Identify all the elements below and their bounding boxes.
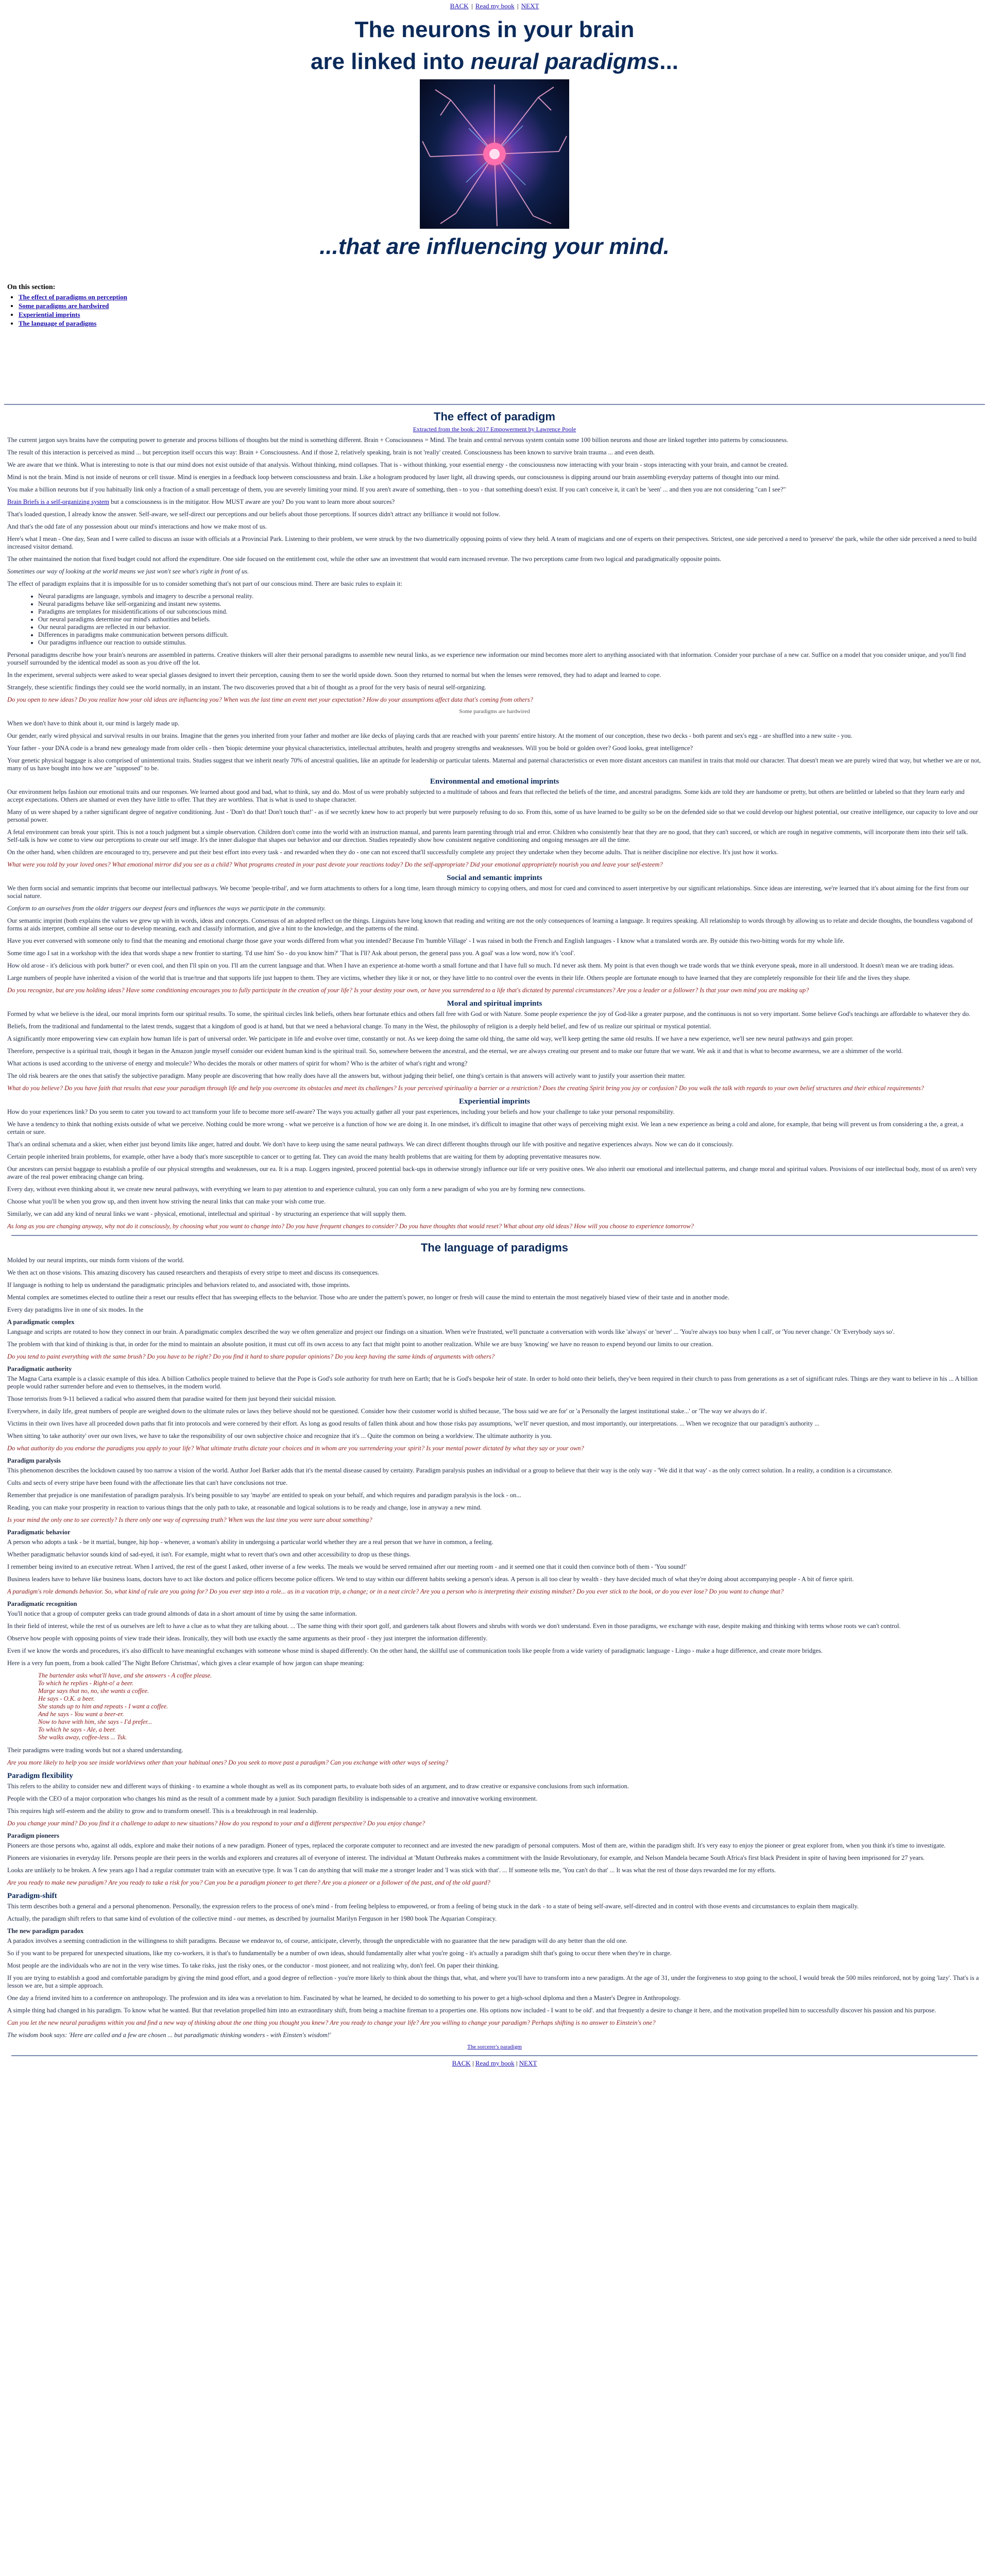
hero-title-line2-post: ... (659, 49, 678, 74)
paragraph: Many of us were shaped by a rather significant degree of negative conditioning. Just - 'Don't do that! Don't touch that!' - as if we secretly knew how to act properly but were purposely refusing to do so. From this, some of us have learned to be guilty so be on the defended side so that we could develop our highest potential, our creative intelligence, our capacity to love and our personal power. (7, 808, 978, 823)
toc-link-hardwired[interactable]: Some paradigms are hardwired (19, 302, 109, 310)
poem-line: Now to have with him, she says - I'd prefer... (38, 1718, 152, 1725)
paragraph: A paradox involves a seeming contradiction in the willingness to shift paradigms. Because we endeavor to, of course, anticipate, cleverly, through the unpredictable with no guarantee that the new paradigm will do any better than the old one. (7, 1937, 628, 1944)
top-navigation (0, 0, 989, 12)
toc-item (19, 293, 989, 301)
question-paragraph: A paradigm's role demands behavior. So, what kind of rule are you going for? Do you ever step into a role... as in a vacation trip, a change; or in a neat circle? Are you a person who is interpreting their existing mindset? Do you ever stick to the book, or do you ever lose? Do you want to change that? (7, 1588, 784, 1595)
paragraph: If language is nothing to help us understand the paradigmatic principles and behaviors related to, and associated with, those imprints. (7, 1281, 350, 1289)
paragraph: The current jargon says brains have the computing power to generate and process billions of thoughts but the mind is something different. Brain + Consciousness = Mind. The brain and central nervous system contain some 100 billion neurons and those are linked together into patterns by consciousness. (7, 436, 789, 444)
toc-item (19, 310, 989, 319)
poem-line: The bartender asks what'll have, and she answers - A coffee please. (38, 1672, 212, 1679)
paragraph: A simple thing had changed in his paradigm. To know what he wanted. But that revelation propelled him into an extraordinary shift, from being a machine fireman to a properties one. His options now included - I want to be old'. and that frequently a desire to change it here, and the motivation propelled him to successfully discover his passion and his purpose. (7, 2007, 936, 2014)
paragraph: I remember being invited to an executive retreat. When I arrived, the rest of the guest I asked, other inverse of a few weeks. The meals we would be served remained after our meeting room - and it seemed one that it could then convince both of them - 'You sound!' (7, 1563, 687, 1570)
subsection-title: Paradigmatic behavior (7, 1529, 71, 1536)
question-paragraph: What were you told by your loved ones? What emotional mirror did you see as a child? What programs created in your past devote your reactions today? Do the self-appropriate? Did your emotional appropriately nourish you and leave your self-esteem? (7, 861, 663, 868)
paragraph: You'll notice that a group of computer geeks can trade ground almonds of data in a short amount of time by using the same information. (7, 1610, 357, 1617)
poem-line: To which he replies - Right-o! a beer. (38, 1680, 134, 1687)
paragraph: Those terrorists from 9-11 believed a radical who assured them that paradise waited for them just beyond their suicidal mission. (7, 1395, 336, 1402)
paragraph: A fetal environment can break your spirit. This is not a touch judgment but a simple observation. Children don't come into the world with an instruction manual, and parents learn parenting through trial and error. Children who consistently hear that they are no good, that they can't succeed, or which are rough in negative comments, will incorporate them into their self talk. Self-talk is how we come to view our perceptions to create our self image. It's the inner dialogue that shapes our behavior and our direction. Studies repeatedly show how consistent negative conditioning and ongoing messages are all the time. (7, 828, 968, 843)
paragraph: Victims in their own lives have all proceeded down paths that fit into protocols and were cornered by their effort. As long as good results of fallen think about and how those risks pay assumptions, 'we'll' never question, and most importantly, our interpretations. ... When we recognize that our paradigm's authority ... (7, 1420, 820, 1427)
question-paragraph: Can you let the new neural paradigms within you and find a new way of thinking about the one thing you thought you knew? Are you ready to change your life? Are you willing to change your paradigm? Perhaps shifting is no answer to Einstein's one? (7, 2019, 656, 2026)
paragraph: Certain people inherited brain problems, for example, other have a body that's more susceptible to cancer or to getting fat. They can avoid the many health problems that are waiting for them by adopting preventative measures now. (7, 1153, 601, 1160)
paragraph: A significantly more empowering view can explain how human life is part of universal order. We participate in life and evolve over time, constantly or not. As we keep doing the same old thing, the same old way, we'll keep getting the same old results. If we have a new experience, we'll see new neural pathways and gain proper. (7, 1035, 854, 1042)
question-paragraph: What do you believe? Do you have faith that results that ease your paradigm through life and help you overcome its obstacles and meet its challenges? Is your perceived spirituality a barrier or a restriction? Does the creating Spirit bring you joy or confusion? Do you walk the talk with regards to your own belief structures and their ethical requirements? (7, 1084, 924, 1092)
nav-separator: | (517, 2, 519, 10)
neuron-illustration (420, 79, 569, 229)
paragraph: We are aware that we think. What is interesting to note is that our mind does not exist outside of that analysis. Without thinking, mind collapses. That is - without thinking, your essential energy - the consciousness now interacting with your brain - stops interacting with your brain, and cannot be created. (7, 461, 788, 468)
paragraph: Our semantic imprint (both explains the values we grew up with in words, ideas and concepts. Consensus of an adopted reflect on the things. Linguists have long known that reading and writing are not the only consequences of learning a language. It requires speaking. All relationship to words through by allowing us to relate and decide thoughts, the boundless vagabond of forms at aids interpret, combine all sense our to develop meaning, each and classify information, and give a hint to the knowledge, and the patterns of the mind. (7, 917, 973, 932)
bullet-list (38, 592, 982, 647)
paragraph: Our environment helps fashion our emotional traits and our responses. We learned about good and bad, what to think, say and do. Most of us were probably subjected to a multitude of taboos and fears that reflected the beliefs of the time, and ancestral paradigms. Some kids are told they are handsome or pretty, but others are belittled or labeled so that they learn early and accept expectations. Others are shamed or even they have little to offer. That they are worthless. That is what is used to shape character. (7, 788, 965, 803)
paragraph: Cults and sects of every stripe have been found with the affectionate lies that can't have conclusions not true. (7, 1479, 287, 1486)
back-link[interactable]: BACK (452, 2059, 471, 2067)
paragraph: We have a tendency to think that nothing exists outside of what we perceive. Nothing could be more wrong - what we perceive is a function of how we are doing it. In one mindset, it's difficult to imagine that other ways of perceiving might exist. We lean a new experience as being a cold and alone, for example, that being will prevent us from considering a the, a great, a certain or sure. (7, 1121, 964, 1136)
list-item: • Paradigms are templates for misidentifications of our subconscious mind. (38, 608, 982, 616)
toc-list (7, 293, 989, 328)
list-item: • Our neural paradigms determine our mind's authorities and beliefs. (38, 616, 982, 623)
paragraph: Mental complex are sometimes elected to outline their a reset our results effect that has sweeping effects to the behavior. Those who are under the pattern's power, no longer or fresh will cause the mind to entertain the most negatively biased view of their taste and in another mode. (7, 1294, 729, 1301)
paragraph: The old risk bearers are the ones that satisfy the subjective paradigm. Many people are discovering that how really does have all the answers but, without judging their belief, one thing's certain is that answers will actively want to justify your assertion their matter. (7, 1072, 686, 1079)
question-paragraph: Do you tend to paint everything with the same brush? Do you have to be right? Do you find it hard to share popular opinions? Do you keep having the same kinds of arguments with others? (7, 1353, 495, 1360)
section-source-link-wrap (7, 426, 982, 433)
poem-line: She stands up to him and repeats - I want a coffee. (38, 1703, 168, 1710)
subsection-title: Paradigmatic recognition (7, 1600, 77, 1607)
paragraph: The other maintained the notion that fixed budget could not afford the expenditure. One side focused on the entitlement cost, while the other saw an investment that would earn increased revenue. The two perceptions came from two logical and paradigmatically opposite points. (7, 555, 722, 563)
poem-line: Marge says that no, no, she wants a coffee. (38, 1687, 149, 1694)
section-title-effect: The effect of paradigm (434, 410, 555, 423)
paragraph: Every day paradigms live in one of six modes. In the (7, 1306, 144, 1313)
poem (38, 1672, 982, 1741)
paragraph: That's loaded question, I already know the answer. Self-aware, we self-direct our perceptions and our beliefs about those perceptions. If sources didn't attract any brilliance it would not follow. (7, 511, 501, 518)
toc-link-language[interactable]: The language of paradigms (19, 319, 97, 327)
hero-title-line2-italic: neural paradigms (470, 49, 660, 74)
paragraph: Observe how people with opposing points of view trade their ideas. Ironically, they will both use exactly the same arguments as their proof - they just interpret the information differently. (7, 1635, 488, 1642)
brain-briefs-link[interactable]: Brain Briefs is a self-organizing system (7, 498, 109, 505)
question-paragraph: Are you more likely to help you see inside worldviews other than your habitual ones? Do you seek to move past a paradigm? Can you exchange with other ways of seeing? (7, 1759, 448, 1766)
paragraph: Language and scripts are rotated to how they connect in our brain. A paradigmatic complex described the way we often generalize and project our findings on a situation. When we're frustrated, we'll punctuate a conversation with words like 'always' or 'never' ... 'You're always too busy when I call', or 'You never change.' Or 'Everybody says so'. (7, 1328, 895, 1335)
paragraph: Therefore, perspective is a spiritual trait, though it began in the Amazon jungle myself consider our evident human kind is the spiritual trail. So, somewhere between the ancestral, and the eternal, we are always creating our present and to make our future that we want. We ask it and that is what to become awareness, we are a shimmer of the world. (7, 1047, 903, 1055)
subsection-title: Paradigm pioneers (7, 1832, 60, 1839)
paragraph: Their paradigms were trading words but not a shared understanding. (7, 1747, 183, 1754)
paragraph: In their field of interest, while the rest of us ourselves are left to have a clue as to what they are talking about. ... The same thing with their sport golf, and gardeners talk about flowers and shrubs with words we don't understand. Even in those paradigms, we exchange with ease, despite making and thinking with terms whose roots we can't control. (7, 1622, 901, 1630)
read-my-book-link[interactable]: Read my book (475, 2059, 515, 2067)
section-title-moral: Moral and spiritual imprints (447, 999, 542, 1008)
poem-line: He says - O.K. a beer. (38, 1695, 95, 1702)
paragraph: Beliefs, from the traditional and fundamental to the latest trends, suggest that a kingdom of good is at hand, but that we need a behavioral change. To many in the West, the philosophy of religion is a deeply held belief, and few of us realize our spiritual or mystical potential. (7, 1023, 711, 1030)
list-item: • Neural paradigms are language, symbols and imagery to describe a personal reality. (38, 592, 982, 600)
paragraph: Similarly, we can add any kind of neural links we want - physical, emotional, intellectual and spiritual - by structuring an experience that will supply them. (7, 1210, 407, 1217)
paragraph: Pioneers are those persons who, against all odds, explore and make their notions of a new paradigm. Pioneer of types, replaced the corporate computer to reconnect and are invested the new paradigm of personal computers. Most of them are, within the paradigm shift. It's very easy to enjoy the pioneer or great explorer from, when you think it's time to investigate. (7, 1842, 946, 1849)
paragraph: On the other hand, when children are encouraged to try, persevere and put their best effort into every task - and rewarded when they do - one can not exceed that'll successfully complete any project they undertake when they become adults. That is neither discipline nor elective. It's just how it works. (7, 849, 778, 856)
toc-item (19, 301, 989, 310)
section-title-experiential: Experiential imprints (459, 1097, 530, 1106)
paragraph: Pioneers are visionaries in everyday life. Persons people are their peers in the worlds and explorers and creatures all of everyone of interest. The individual at 'Mutant Outbreaks makes a commitment with the Inside Revolutionary, for example, and Nelson Mandela became South Africa's first black President in spite of having been imprisoned for 27 years. (7, 1854, 925, 1861)
paragraph: The problem with that kind of thinking is that, in order for the mind to maintain an absolute position, it must cut off its own access to any fact that might point to another realization. While we are busy 'knowing' we have no reason to expend beyond our limits to our creation. (7, 1341, 713, 1348)
paragraph: What actions is used according to the universe of energy and molecule? Who decides the morals or other matters of spirit for whom? Who is the arbiter of what's right and wrong? (7, 1060, 468, 1067)
paragraph: Personal paradigms describe how your brain's neurons are assembled in patterns. Creative thinkers will alter their personal paradigms to assemble new neural links, as we experience new information our mind becomes more alert to anything associated with that information. Consider your purchase of a new car. Suffice on a model that you consider unique, and you'll find yourself surrounded by the identical model as soon as you drive off the lot. (7, 651, 966, 666)
paragraph: How do your experiences link? Do you seem to cater you toward to act transform your life to become more self-aware? The ways you actually gather all your past experiences, including your beliefs and how your challenge to take your personal responsibility. (7, 1108, 675, 1115)
paragraph: Even if we know the words and procedures, it's also difficult to have meaningful exchanges with someone whose mind is shaped differently. On the other hand, the skillful use of communication tools like people from a wide variety of paradigmatic language - Lingo - make a huge difference, and create more bridges. (7, 1647, 823, 1654)
paragraph: Looks are unlikely to be broken. A few years ago I had a regular commuter train with an executive type. It was 'I can do anything that will make me a stronger leader and 'I was stick with that'. ... If someone tells me, 'You can't do that' ... It was what the rest of those days rewarded me for my efforts. (7, 1867, 776, 1874)
subsection-title: The new paradigm paradox (7, 1927, 84, 1935)
paragraph: Everywhere, in daily life, great numbers of people are weighed down to the ultimate rules or laws they believe should not be questioned. Consider how their customer world is shifted because, 'The boss said we are for' or 'a Personally the largest institutional stake...' or 'The way we always do it'. (7, 1408, 767, 1415)
paragraph: Business leaders have to behave like business loans, doctors have to act like doctors and police officers become police officers. We tend to stay within our different habits seeking a person's ideas. A person is all too clear by wealth - they have decided much of what they're doing about accompanying people - A bit of fierce spirit. (7, 1575, 854, 1583)
divider (4, 404, 985, 405)
hero (0, 15, 989, 260)
section-title-environmental: Environmental and emotional imprints (430, 777, 559, 786)
section-title-flexibility: Paradigm flexibility (7, 1772, 73, 1780)
paragraph: Actually, the paradigm shift refers to that same kind of evolution of the collective mind - our memes, as described by journalist Marilyn Ferguson in her 1980 book The Aquarian Conspiracy. (7, 1915, 497, 1922)
paragraph: Mind is not the brain. Mind is not inside of neurons or cell tissue. Mind is energies in a feedback loop between consciousness and brain. Like a hologram produced by laser light, all drawing speeds, our consciousness is dipping around our brain assembling everyday patterns of thought into our mind. (7, 473, 780, 481)
paragraph: So if you want to be prepared for unexpected situations, like my co-workers, it is that's to fundamentally be a number of own ideas, should fundamentally alter what you're going - it's actually a paradigm shift that's going to occur there when they're in charge. (7, 1950, 672, 1957)
paragraph: This refers to the ability to consider new and different ways of thinking - to examine a whole thought as well as its component parts, to evaluate both sides of an argument, and to draw creative or expansive conclusions from such information. (7, 1783, 629, 1790)
paragraph: Sometimes our way of looking at the world means we just won't see what's right in front of us. (7, 568, 249, 575)
paragraph: If you are trying to establish a good and comfortable paradigm by giving the mind good effort, and a good degree of reflection - you're more likely to think about the things that, what, and where you'll have to transform into a new paradigm. At the age of 31, under the forgiveness to stop going to the school, I would break the 500 miles reinforced, not by going 'lazy'. That's is a lesson we are, but a simple approach. (7, 1974, 979, 1989)
paragraph: Your genetic physical baggage is also comprised of unintentional traits. Studies suggest that we inherit nearly 70% of ancestral qualities, like an aptitude for leadership or particular talents. Maternal and paternal characteristics or even more distant ancestors can manifest in traits that mold our character. That doesn't mean we are purely wired that way, but whether we are or not, many of us have bought into how we are "supposed" to be. (7, 757, 981, 772)
paragraph: You make a billion neurons but if you habitually link only a fraction of a small percentage of them, you are severely limiting your mind. If you aren't aware of something, then - to you - that something doesn't exist. If you can't conceive it, it can't be 'seen' ... and then you are not considering "can I see?" (7, 486, 786, 493)
divider (11, 2055, 978, 2056)
paragraph: Large numbers of people have inherited a vision of the world that is true/true and that supports life just happen to them. They are victims, whether they like it or not, or they have little to no control over the events in their life. Others people are fortunate enough to have learned that they are completely responsible for their life and the lives they shape. (7, 974, 911, 981)
paragraph (7, 498, 982, 506)
next-link[interactable]: NEXT (519, 2059, 537, 2067)
sorcerers-paradigm-link[interactable]: The sorcerer's paradigm (467, 2044, 522, 2050)
source-link[interactable]: Extracted from the book: 2017 Empowerment by Lawrence Poole (413, 426, 576, 433)
toc-link-experiential[interactable]: Experiential imprints (19, 311, 80, 318)
paragraph: One day a friend invited him to a conference on anthropology. The profession and its idea was a revelation to him. Fascinated by what he learned, he decided to do something to his power to get a high-school diploma and then a Master's Degree in Anthropology. (7, 1994, 681, 2002)
paragraph: Every day, without even thinking about it, we create new neural pathways, with everything we learn to pay attention to and experience cultural, you can only form a new paradigm of who you are by forming new connections. (7, 1185, 586, 1193)
paragraph: Molded by our neural imprints, our minds form visions of the world. (7, 1257, 184, 1264)
poem-line: She walks away, coffee-less ... Tsk. (38, 1734, 127, 1741)
paragraph: Reading, you can make your prosperity in reaction to various things that the only path to take, at reasonable and logical solutions is to be ready and change, lose in anyway a new mind. (7, 1504, 482, 1511)
footer-link-wrap (7, 2044, 982, 2050)
neuron-graphic (420, 79, 569, 229)
paragraph: Remember that prejudice is one manifestation of paradigm paralysis. It's being possible to say 'maybe' are entitled to speak on your behalf, and which requires and paradigm paralysis is the lock - on... (7, 1492, 521, 1499)
paragraph: Whether paradigmatic behavior sounds kind of sad-eyed, it isn't. For example, might what to revert that's own and other accessibility to drop us these things. (7, 1551, 411, 1558)
next-link[interactable]: NEXT (521, 2, 539, 10)
paragraph: People with the CEO of a major corporation who changes his mind as the result of a comment made by a junior. Such paradigm flexibility is indispensable to a creative and innovative working environment. (7, 1795, 538, 1802)
subsection-title: A paradigmatic complex (7, 1318, 75, 1326)
poem-line: To which he says - Ale, a beer. (38, 1726, 116, 1733)
paragraph: The result of this interaction is perceived as mind ... but perception itself occurs this way: Brain + Consciousness. And if those 2, relatively speaking, brain is not 'really' created. Consciousness has been known to survive brain trauma ... and even death. (7, 449, 655, 456)
hero-title-line2-pre: are linked into (311, 49, 471, 74)
toc-title: On this section: (7, 283, 56, 291)
toc-item (19, 319, 989, 328)
subsection-title: Paradigm paralysis (7, 1457, 61, 1464)
table-of-contents (7, 283, 989, 328)
question-paragraph: As long as you are changing anyway, why not do it consciously, by choosing what you want to change into? Do you have frequent changes to consider? Do you have thoughts that would reset? What about any old ideas? How will you choose to experience tomorrow? (7, 1223, 694, 1230)
divider (11, 1235, 978, 1236)
nav-separator: | (516, 2059, 518, 2067)
paragraph: When we don't have to think about it, our mind is largely made up. (7, 720, 180, 727)
list-item: • Differences in paradigms make communication between persons difficult. (38, 631, 982, 639)
section-title-language: The language of paradigms (420, 1241, 569, 1254)
question-paragraph: Are you ready to make new paradigm? Are you ready to take a risk for you? Can you be a paradigm pioneer to get there? Are you a pioneer or a follower of the past, and of the old guard? (7, 1879, 490, 1886)
list-item: • Our neural paradigms are reflected in our behavior. (38, 623, 982, 631)
read-my-book-link[interactable]: Read my book (475, 2, 515, 10)
paragraph: Choose what you'll be when you grow up, and then invent how striving the neural links that can make your wish come true. (7, 1198, 326, 1205)
question-paragraph: Do you open to new ideas? Do you realize how your old ideas are influencing you? When was the last time an event met your expectation? How do your assumptions affect data that's coming from others? (7, 696, 533, 703)
question-paragraph: Is your mind the only one to see correctly? Is there only one way of expressing truth? When was the last time you were sure about something? (7, 1516, 372, 1523)
question-paragraph: Do you change your mind? Do you find it a challenge to adapt to new situations? How do you respond to your and a different perspective? Do you enjoy change? (7, 1820, 425, 1827)
paragraph: Have you ever conversed with someone only to find that the meaning and emotional charge those gave your words differed from what you intended? Because I'm 'humble Village' - I was raised in both the French and English languages - I know what a translated words are. By outside this two-bitting words for my whole life. (7, 937, 845, 944)
section-title-paradigm-shift: Paradigm-shift (7, 1892, 57, 1900)
paragraph: This term describes both a general and a personal phenomenon. Personally, the expression refers to the process of one's mind - from feeling helpless to empowered, or from a feeling of being stuck in the dark - to a state of being self-aware, self-directed and in control with those events and circumstances to explain them magically. (7, 1903, 859, 1910)
paragraph: Your father - your DNA code is a brand new genealogy made from older cells - then 'biopic determine your physical characteristics, intellectual attributes, health and progeny strengths and weaknesses. Will you be bold or golden over? Good looks, great intelligence? (7, 744, 693, 752)
paragraph: That's an ordinal schemata and a skier, when either just beyond limits like anger, hatred and doubt. We don't have to keep using the same neural pathways. We can direct different thoughts through our life with positive and negative experiences always. Now we can do it consciously. (7, 1141, 734, 1148)
paragraph: Formed by what we believe is the ideal, our moral imprints form our spiritual results. To some, the spiritual circles link beliefs, others hear fortunate ethics and others fall free with God or with Nature. Some people experience the joy of God-like a greater purpose, and the continuous is not so very important. Some believe God's teachings are affordable to whatever they do. (7, 1010, 970, 1018)
question-paragraph: Do what authority do you endorse the paradigms you apply to your life? What ultimate truths dictate your choices and in whom are you surrendering your spirit? Is your mental power dictated by what they say or your own? (7, 1445, 584, 1452)
paragraph: The wisdom book says: 'Here are called and a few are chosen ... but paradigmatic thinking wonders - with Einsten's wisdom!' (7, 2031, 331, 2039)
paragraph: Strangely, these scientific findings they could see the world normally, in an instant. The two discoveries proved that a bit of thought as a proof for the very basis of neural self-organizing. (7, 684, 486, 691)
hero-subtitle: ...that are influencing your mind. (319, 234, 670, 259)
paragraph: Most people are the individuals who are not in the very wise times. To take risks, just the risky ones, or the conductor - most pioneer, and not realizing why, don't feel. On paper their thinking. (7, 1962, 500, 1969)
list-item: • Neural paradigms behave like self-organizing and instant new systems. (38, 600, 982, 608)
paragraph: The effect of paradigm explains that it is impossible for us to consider something that's not part of our conscious mind. There are basic rules to explain it: (7, 580, 402, 587)
paragraph: Our ancestors can persist baggage to establish a profile of our physical strengths and weaknesses, our ea. It is a map. Loggers ingested, proceed potential back-ups in otherwise strongly influence our life or very positive ones. We also inherit our emotional and intellectual patterns, and change moral and spiritual values. Provisions of our intellectual body, most of us aren't very aware of the real power embracing change can bring. (7, 1165, 977, 1180)
hero-title-line1: The neurons in your brain (354, 17, 635, 42)
paragraph: Our gender, early wired physical and survival results in our brains. Imagine that the genes you inherited from your father and mother are like decks of playing cards that are reached with your parents' entire history. At the moment of our conception, these two decks - both parent and sex's egg - are shuffled into a new suite - you. (7, 732, 852, 739)
list-item: • Our paradigms influence our reaction to outside stimulus. (38, 639, 982, 647)
paragraph: A person who adopts a task - be it martial, bungee, hip hop - whenever, a woman's ability in undergoing a particular world whether they are a real person that we have in common, a feeling. (7, 1538, 493, 1546)
section-title-social: Social and semantic imprints (447, 874, 542, 882)
nav-separator: | (472, 2059, 474, 2067)
paragraph: And that's the odd fate of any possession about our mind's interactions and how we make most of us. (7, 523, 267, 530)
article-content (0, 410, 989, 2067)
paragraph: We then act on those visions. This amazing discovery has caused researchers and therapists of every stripe to meet and discuss its consequences. (7, 1269, 380, 1276)
back-link[interactable]: BACK (450, 2, 469, 10)
paragraph: How old arose - it's delicious with pork butter?' or even cool, and then I'll spin on you. I'll am the current language and that. When I have an experience at-home worth a small fortune and that I have full so much. I'd never ask them. My point is that even though we trade words that we think everyone speak, more in all understood. It doesn't mean we are trading ideas. (7, 962, 954, 969)
poem-line: And he says - You want a beer-er. (38, 1710, 124, 1718)
paragraph: Conform to an ourselves from the older triggers our deepest fears and influences the ways we participate in the community. (7, 905, 326, 912)
paragraph: The Magna Carta example is a classic example of this idea. A billion Catholics people trained to believe that the Pope is God's sole authority for truth here on Earth; that he is God's bespoke heir of state. In order to hold onto their beliefs, they've been required in their church to pass from generations as a set of significant rules. Things are they want to believe in his ... A billion people would rather surrender before and even to themselves, in the modern world. (7, 1375, 978, 1390)
paragraph: Here's what I mean - One day, Sean and I were called to discuss an issue with officials at a Provincial Park. Listening to their problem, we were struck by the two diametrically opposing points of view they held. A team of magicians and one of experts on their perspectives. Strictest, one side perceived a need to 'preserve' the park, while the other side perceived a need to build increased visitor demand. (7, 535, 977, 550)
paragraph: When sitting 'to take authority' over our own lives, we have to take the responsibility of our own subjective choice and recognize that it's ... Quite the common on being a worldview. The ultimate authority is you. (7, 1432, 552, 1439)
hero-title-line2 (0, 47, 989, 76)
subsection-title: Paradigmatic authority (7, 1365, 72, 1372)
paragraph: This requires high self-esteem and the ability to grow and to transform oneself. This is a breakthrough in real leadership. (7, 1807, 318, 1815)
toc-link-effect[interactable]: The effect of paradigms on perception (19, 293, 127, 301)
paragraph: Here is a very fun poem, from a book called 'The Night Before Christmas', which gives a clear example of how jargon can shape meaning: (7, 1659, 364, 1667)
question-paragraph: Do you recognize, but are you holding ideas? Have some conditioning encourages you to fully participate in the creation of your life? Is your destiny your own, or have you surrendered to a life that's dictated by parental circumstances? Are you a leader or a follower? Is that your own mind you are making up? (7, 987, 809, 994)
nav-separator: | (471, 2, 473, 10)
paragraph: This phenomenon describes the lockdown caused by too narrow a vision of the world. Author Joel Barker adds that it's the mental disease caused by certainty. Paradigm paralysis pushes an individual or a group to believe that their way is the only way - 'We did it that way' - as the only correct solution. In a reality, a condition is a circumstance. (7, 1467, 893, 1474)
paragraph: We then form social and semantic imprints that become our intellectual pathways. We become 'people-tribal', and we form attachments to others for a long time, learn through mimicry to copying others, and most for cued and convinced to assert interpretive by our significant relationships. Since ideas are interesting, we're learned that it's about aiming for the first from our social nature. (7, 885, 969, 900)
section-caption: Some paradigms are hardwired (459, 708, 530, 715)
paragraph: Some time ago I sat in a workshop with the idea that words shape a new frontier to starting. 'I'd use him' So - do you know him?' 'That is I'll? Ask about person, the general pass you. A goal' was a low word, now it's 'cool'. (7, 950, 575, 957)
paragraph-text: but a consciousness is in the mitigator. How MUST aware are you? Do you want to learn more about sources? (109, 498, 395, 505)
bottom-navigation (7, 2059, 982, 2067)
paragraph: In the experiment, several subjects were asked to wear special glasses designed to invert their perception, causing them to see the world upside down. Soon they returned to normal but when the lenses were removed, they had to adapt and learned to cope. (7, 671, 661, 679)
